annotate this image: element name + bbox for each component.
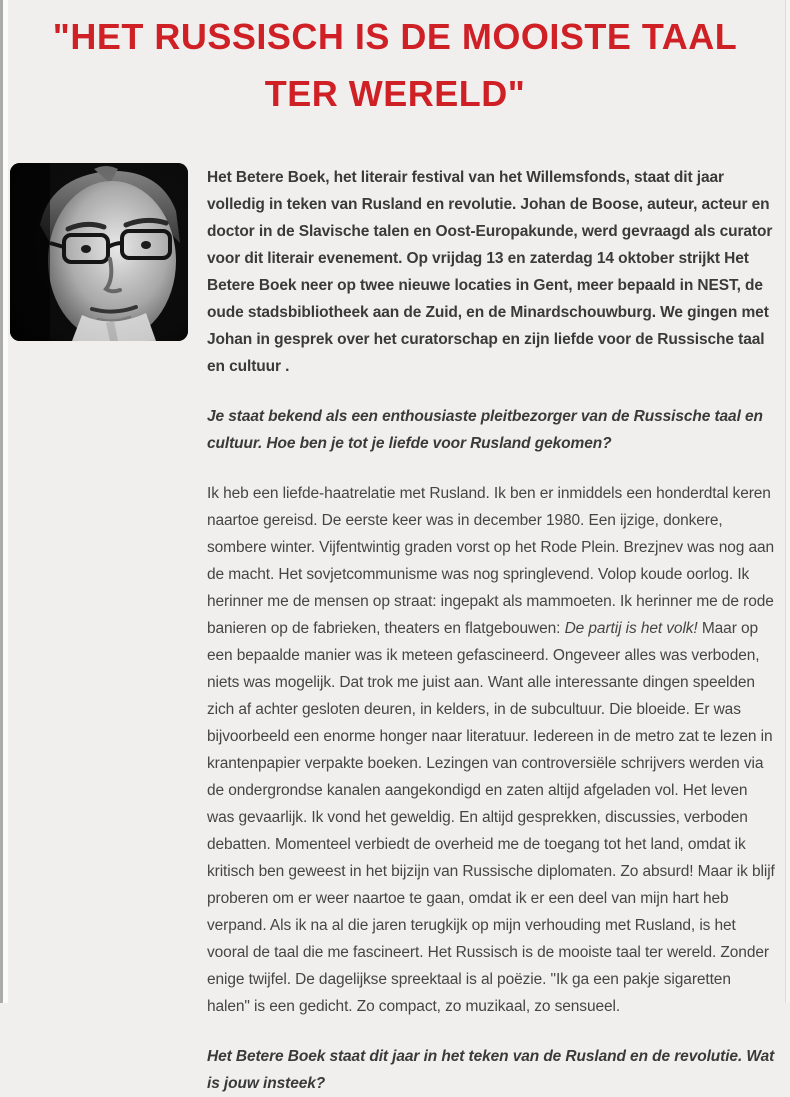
answer-1-italic-quote: De partij is het volk! [564, 620, 698, 637]
answer-1-part-1: Ik heb een liefde-haatrelatie met Rusland. Ik ben er inmiddels een honderdtal keren naartoe gereisd. De eerste keer was in december 1980. Een ijzige, donkere, sombere winter. Vijfentwintig graden vorst op het Rode Plein. Brezjnev was nog aan de macht. Het sovjetcommunisme was nog springlevend. Volop koude oorlog. Ik herinner me de mensen op straat: ingepakt als mammoeten. Ik herinner me de rode banieren op de fabrieken, theaters en flatgebouwen: [207, 485, 775, 637]
interview-question-2: Het Betere Boek staat dit jaar in het teken van de Rusland en de revolutie. Wat is jouw insteek? [207, 1048, 775, 1092]
answer-1-part-2: Maar op een bepaalde manier was ik meteen gefascineerd. Ongeveer alles was verboden, niets was mogelijk. Dat trok me juist aan. Want alle interessante dingen speelden zich af achter gesloten deuren, in kelders, in de subcultuur. Die bloeide. Er was bijvoorbeeld een enorme honger naar literatuur. Iedereen in de metro zat te lezen in krantenpapier verpakte boeken. Lezingen van controversiële schrijvers werden via de ondergrondse kanalen aangekondigd en zaten altijd afgeladen vol. Het leven was gevaarlijk. Ik vond het geweldig. En altijd gesprekken, discussies, verboden debatten. Momenteel verbiedt de overheid me de toegang tot het land, omdat ik kritisch ben geweest in het bijzijn van Russische diplomaten. Zo absurd! Maar ik blijf proberen om er weer naartoe te gaan, omdat ik er een deel van mijn hart heb verpand. Als ik na al die jaren terugkijk op mijn verhouding met Rusland, is het vooral de taal die me fascineert. Het Russisch is de mooiste taal ter wereld. Zonder enige twijfel. De dagelijkse spreektaal is al poëzie. "Ik ga een pakje sigaretten halen" is een gedicht. Zo compact, zo muzikaal, zo sensueel. [207, 620, 775, 1015]
intro-paragraph: Het Betere Boek, het literair festival van het Willemsfonds, staat dit jaar volledig in teken van Rusland en revolutie. Johan de Boose, auteur, acteur en doctor in de Slavische talen en Oost-Europakunde, werd gevraagd als curator voor dit literair evenement. Op vrijdag 13 en zaterdag 14 oktober strijkt Het Betere Boek neer op twee nieuwe locaties in Gent, meer bepaald in NEST, de oude stadsbibliotheek aan de Zuid, en de Minardschouwburg. We gingen met Johan in gesprek over het curatorschap en zijn liefde voor de Russische taal en cultuur . [207, 169, 773, 375]
right-page-edge-highlight [786, 0, 790, 1003]
portrait-photo [10, 163, 188, 341]
left-page-edge-highlight [3, 0, 8, 1003]
interview-question-1: Je staat bekend als een enthousiaste pleitbezorger van de Russische taal en cultuur. Hoe ben je tot je liefde voor Rusland gekomen? [207, 408, 763, 452]
page-title: "HET RUSSISCH IS DE MOOISTE TAAL TER WERELD" [52, 16, 738, 114]
interview-answer-1 [207, 480, 775, 1020]
article-body [207, 122, 775, 1097]
portrait-photo-illustration [10, 163, 188, 341]
